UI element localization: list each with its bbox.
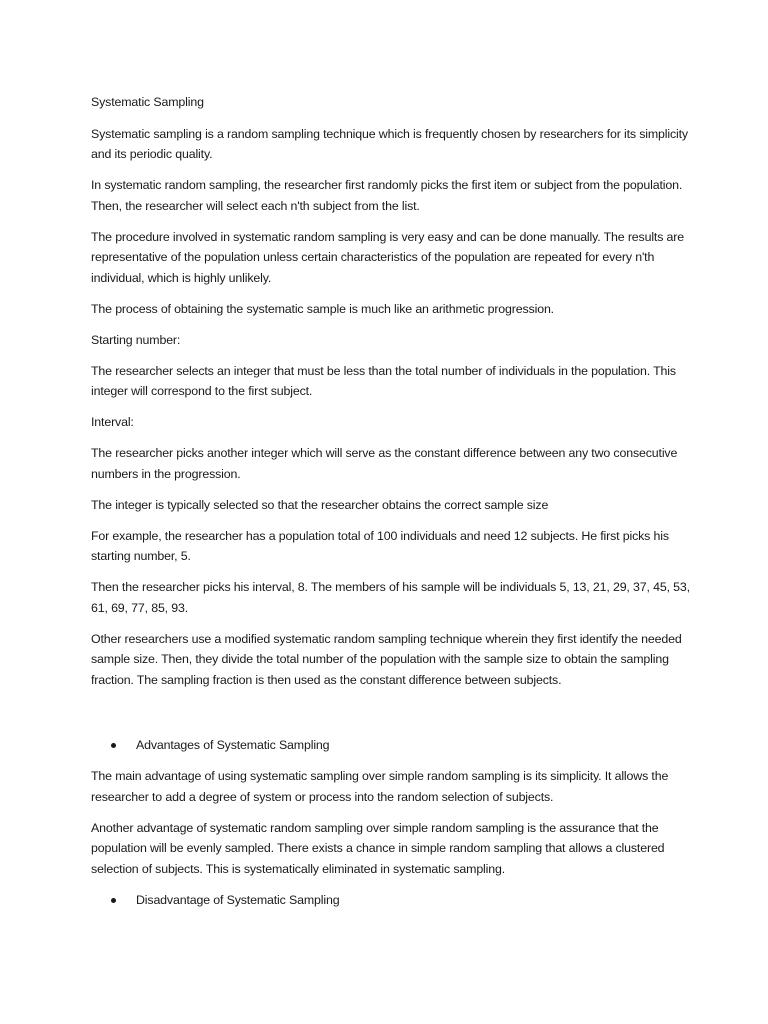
paragraph-spacer: [91, 701, 691, 735]
paragraph-example: For example, the researcher has a population total of 100 individuals and need 12 subjects. He first picks his starting number, 5.: [91, 528, 669, 563]
paragraph-integer-selection: The integer is typically selected so that the researcher obtains the correct sample size: [91, 497, 549, 512]
paragraph-main-advantage: The main advantage of using systematic sampling over simple random sampling is its simplicity. It allows the researcher to add a degree of system or process into the random selection of subjects.: [91, 769, 669, 804]
interval-heading: Interval:: [91, 415, 134, 429]
bullet-advantages-label: Advantages of Systematic Sampling: [136, 737, 330, 752]
paragraph-modified-technique: Other researchers use a modified systematic random sampling technique wherein they first identify the needed sample size. Then, they divide the total number of the population with the sample size to obtain the sampling fraction. The sampling fraction is then used as the constant difference between subjects.: [91, 631, 682, 687]
document-body: [91, 92, 691, 921]
paragraph-sample-members: Then the researcher picks his interval, 8. The members of his sample will be individuals 5, 13, 21, 29, 37, 45, 53, 61, 69, 77, 85, 93.: [91, 580, 690, 615]
bullet-disadvantage: [91, 890, 691, 911]
paragraph-representative: The procedure involved in systematic random sampling is very easy and can be done manually. The results are representative of the population unless certain characteristics of the population are repeated for every n'th individual, which is highly unlikely.: [91, 229, 685, 285]
paragraph-another-advantage: Another advantage of systematic random sampling over simple random sampling is the assurance that the population will be evenly sampled. There exists a chance in simple random sampling that allows a clustered selection of subjects. This is systematically eliminated in systematic sampling.: [91, 820, 665, 876]
paragraph-starting-number: The researcher selects an integer that must be less than the total number of individuals in the population. This integer will correspond to the first subject.: [91, 363, 676, 398]
bullet-disadvantage-label: Disadvantage of Systematic Sampling: [136, 892, 340, 907]
paragraph-intro: Systematic sampling is a random sampling technique which is frequently chosen by researchers for its simplicity and its periodic quality.: [91, 126, 688, 161]
starting-number-heading: Starting number:: [91, 332, 181, 347]
paragraph-interval: The researcher picks another integer which will serve as the constant difference between any two consecutive numbers in the progression.: [91, 446, 678, 481]
bullet-dot-icon: [111, 898, 116, 903]
paragraph-progression: The process of obtaining the systematic sample is much like an arithmetic progression.: [91, 301, 554, 316]
document-title: Systematic Sampling: [91, 95, 204, 109]
bullet-advantages: [91, 735, 691, 756]
bullet-dot-icon: [111, 743, 116, 748]
paragraph-procedure: In systematic random sampling, the researcher first randomly picks the first item or subject from the population. Then, the researcher will select each n'th subject from the list.: [91, 178, 683, 213]
